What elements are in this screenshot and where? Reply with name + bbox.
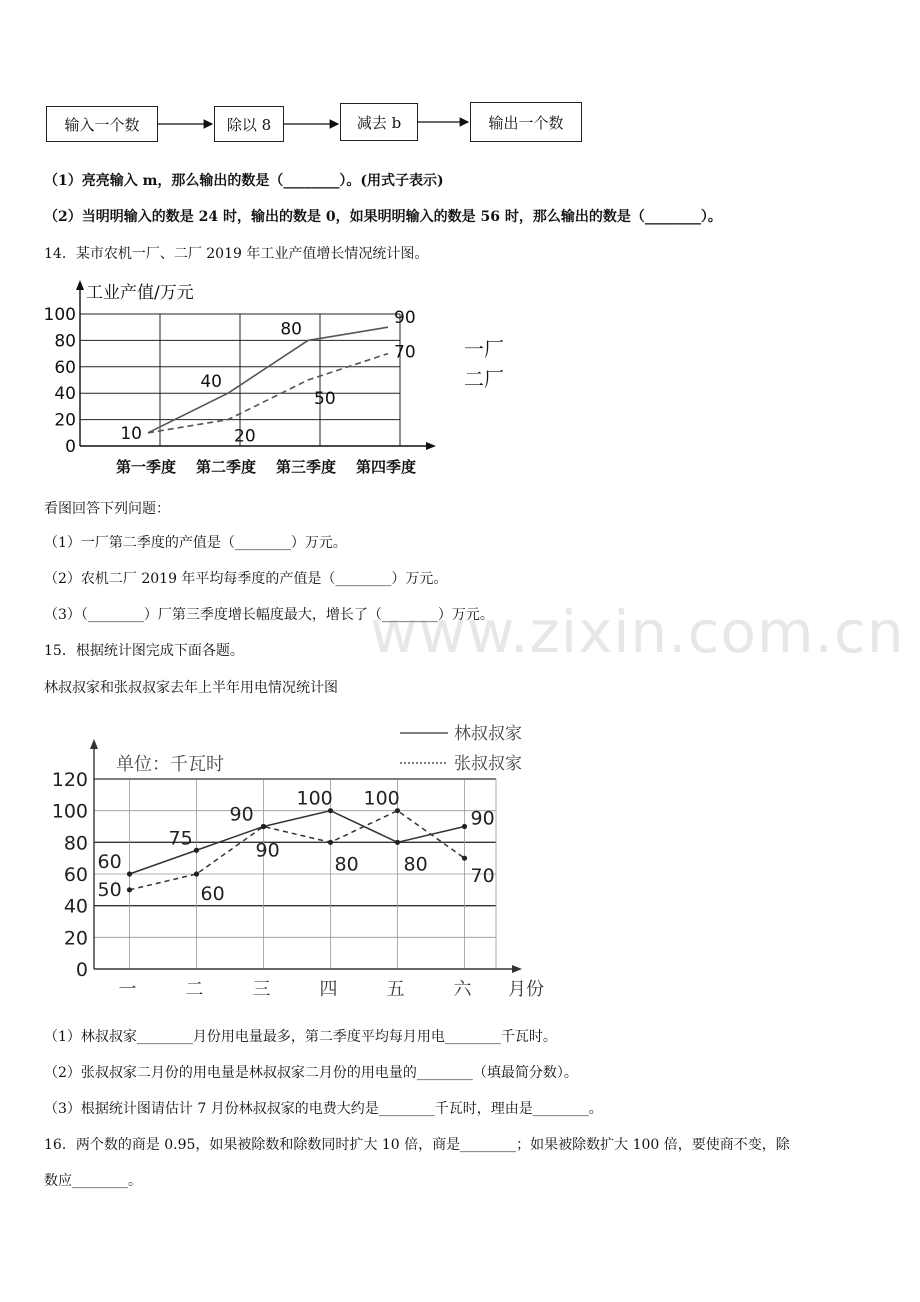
x-axis-arrow <box>512 965 522 973</box>
data-label: 100 <box>363 787 400 810</box>
data-point <box>127 887 132 892</box>
x-tick-label: 二 <box>185 979 204 1000</box>
y-tick-label: 100 <box>51 800 88 823</box>
electricity-usage-chart <box>40 715 560 1005</box>
y-axis-arrow <box>76 280 84 290</box>
y-tick-label: 80 <box>54 331 76 352</box>
q15-title: 15．根据统计图完成下面各题。 <box>44 643 244 659</box>
data-point <box>395 840 400 845</box>
legend-label: 林叔叔家 <box>454 724 522 744</box>
data-label: 50 <box>97 878 122 901</box>
y-tick-label: 100 <box>43 305 76 325</box>
x-tick-label: 一 <box>118 979 137 1000</box>
data-label: 90 <box>394 308 416 329</box>
data-label: 70 <box>394 342 416 363</box>
y-tick-label: 80 <box>63 832 88 855</box>
flow-box-divide: 除以 8 <box>214 106 284 142</box>
data-point <box>194 848 199 853</box>
data-label: 20 <box>234 426 256 447</box>
y-tick-label: 120 <box>51 769 88 791</box>
legend-label: 一厂 <box>464 337 504 361</box>
data-label: 70 <box>470 865 495 888</box>
q14-intro: 看图回答下列问题： <box>44 501 170 517</box>
data-label: 40 <box>200 372 222 393</box>
x-tick-label: 第四季度 <box>355 458 417 476</box>
q14-part3: （3）（________）厂第三季度增长幅度最大，增长了（________）万元。 <box>44 607 494 623</box>
legend-label: 张叔叔家 <box>454 754 522 774</box>
x-tick-label: 第一季度 <box>115 458 177 476</box>
data-point <box>328 840 333 845</box>
data-label: 80 <box>280 319 302 340</box>
x-tick-label: 三 <box>252 979 271 1000</box>
flow-box-input: 输入一个数 <box>46 106 158 142</box>
data-point <box>462 824 467 829</box>
q15-subtitle: 林叔叔家和张叔叔家去年上半年用电情况统计图 <box>44 680 338 696</box>
data-point <box>194 871 199 876</box>
x-tick-label: 第二季度 <box>195 458 257 476</box>
y-tick-label: 0 <box>75 959 88 981</box>
series-line-2 <box>130 811 465 890</box>
y-tick-label: 60 <box>54 357 76 378</box>
x-tick-label: 四 <box>319 979 338 1000</box>
x-tick-label: 五 <box>386 979 405 1000</box>
series-line-1 <box>148 327 388 433</box>
y-tick-label: 0 <box>65 437 76 457</box>
data-point <box>261 824 266 829</box>
data-label: 90 <box>229 803 254 826</box>
y-tick-label: 40 <box>54 384 76 405</box>
data-label: 100 <box>296 787 333 810</box>
q14-part2: （2）农机二厂 2019 年平均每季度的产值是（________）万元。 <box>44 571 448 587</box>
watermark: www.zixin.com.cn <box>370 598 905 666</box>
y-tick-label: 20 <box>54 410 76 431</box>
q16-line1: 16．两个数的商是 0.95，如果被除数和除数同时扩大 10 倍，商是________；如果被除数扩大 100 倍，要使商不变，除 <box>44 1137 790 1153</box>
data-label: 80 <box>403 853 428 876</box>
x-axis-arrow <box>426 442 436 450</box>
y-tick-label: 40 <box>63 895 88 918</box>
q14-title: 14．某市农机一厂、二厂 2019 年工业产值增长情况统计图。 <box>44 246 429 262</box>
data-label: 80 <box>334 853 359 876</box>
flow-arrows <box>0 0 920 160</box>
legend-label: 二厂 <box>464 367 504 391</box>
q13-part1: （1）亮亮输入 m，那么输出的数是（________）。(用式子表示) <box>44 173 444 189</box>
data-label: 60 <box>200 883 225 905</box>
q15-part3: （3）根据统计图请估计 7 月份林叔叔家的电费大约是________千瓦时，理由是________。 <box>44 1101 603 1117</box>
industry-output-chart <box>30 276 630 481</box>
data-label: 60 <box>97 851 122 873</box>
y-axis-title: 工业产值/万元 <box>86 283 194 303</box>
q14-part1: （1）一厂第二季度的产值是（________）万元。 <box>44 535 347 551</box>
data-point <box>127 871 132 876</box>
x-axis-title: 月份 <box>508 979 544 1000</box>
y-axis-arrow <box>90 739 98 749</box>
data-label: 90 <box>255 839 280 862</box>
data-point <box>462 856 467 861</box>
x-tick-label: 六 <box>453 979 472 1000</box>
q15-part2: （2）张叔叔家二月份的用电量是林叔叔家二月份的用电量的________（填最简分数）。 <box>44 1065 578 1081</box>
data-label: 90 <box>470 807 495 830</box>
y-tick-label: 20 <box>63 927 88 950</box>
data-label: 10 <box>120 423 142 444</box>
flow-box-output: 输出一个数 <box>470 102 582 142</box>
q15-part1: （1）林叔叔家________月份用电量最多，第二季度平均每月用电________千瓦时。 <box>44 1029 557 1045</box>
y-tick-label: 60 <box>63 864 88 886</box>
q13-part2: （2）当明明输入的数是 24 时，输出的数是 0，如果明明输入的数是 56 时，那么输出的数是（________）。 <box>44 209 722 225</box>
flow-box-subtract: 减去 b <box>340 103 418 141</box>
y-axis-title: 单位：千瓦时 <box>116 754 224 775</box>
x-tick-label: 第三季度 <box>275 458 337 476</box>
q16-line2: 数应________。 <box>44 1173 142 1189</box>
data-label: 50 <box>314 389 336 409</box>
data-label: 75 <box>168 827 193 850</box>
